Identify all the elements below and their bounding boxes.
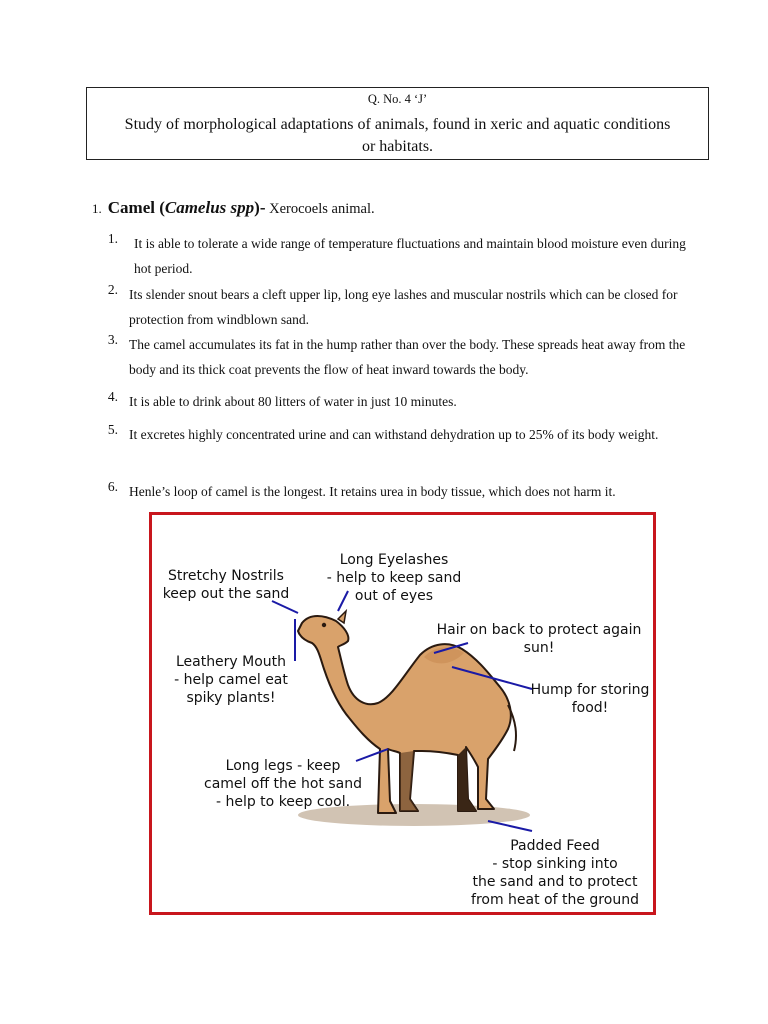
question-number: Q. No. 4 ‘J’	[367, 92, 428, 106]
list-item-number: 2.	[107, 282, 118, 297]
section-close: )-	[254, 198, 266, 217]
list-item-text: Its slender snout bears a cleft upper lip, long eye lashes and muscular nostrils which can be closed for protection from windblown sand.	[129, 287, 678, 327]
camel-figure	[149, 512, 656, 915]
label-mouth: Leathery Mouth - help camel eat spiky plants!	[174, 654, 288, 706]
section-number: 1.	[92, 201, 102, 216]
question-title: Study of morphological adaptations of animals, found in xeric and aquatic conditions or habitats.	[124, 116, 671, 155]
label-nostrils: Stretchy Nostrils keep out the sand	[162, 568, 290, 602]
scientific-name: Camelus spp	[164, 198, 255, 217]
list-item-number: 3.	[107, 332, 118, 347]
list-item-text: It is able to tolerate a wide range of temperature fluctuations and maintain blood moisture even during hot period.	[134, 236, 686, 276]
leg-shading	[400, 751, 418, 811]
label-legs: Long legs - keep camel off the hot sand - help to keep cool.	[204, 758, 362, 810]
list-item-number: 6.	[107, 479, 118, 494]
label-hair: Hair on back to protect again sun!	[436, 622, 642, 656]
section-heading	[92, 198, 375, 218]
section-name: Camel (	[107, 198, 165, 217]
list-item-text: The camel accumulates its fat in the hump rather than over the body. These spreads heat away from the body and its thick coat prevents the flow of heat inward towards the body.	[129, 337, 686, 377]
section-description: Xerocoels animal.	[265, 201, 375, 217]
list-item-number: 5.	[107, 422, 118, 437]
list-item-text: It is able to drink about 80 litters of water in just 10 minutes.	[129, 394, 457, 409]
label-eyelashes: Long Eyelashes - help to keep sand out of eyes	[326, 552, 462, 604]
camel-ear	[338, 611, 346, 623]
list-item-number: 1.	[107, 231, 118, 246]
list-item-number: 4.	[107, 389, 118, 404]
list-item-text: Henle’s loop of camel is the longest. It retains urea in body tissue, which does not harm it.	[129, 484, 616, 499]
label-feet: Padded Feed - stop sinking into the sand and to protect from heat of the ground	[471, 838, 639, 908]
pointer-feet	[488, 821, 532, 831]
label-hump: Hump for storing food!	[530, 682, 650, 716]
camel-eye	[322, 623, 326, 627]
list-item-text: It excretes highly concentrated urine and can withstand dehydration up to 25% of its body weight.	[129, 427, 659, 442]
question-box	[86, 87, 709, 160]
